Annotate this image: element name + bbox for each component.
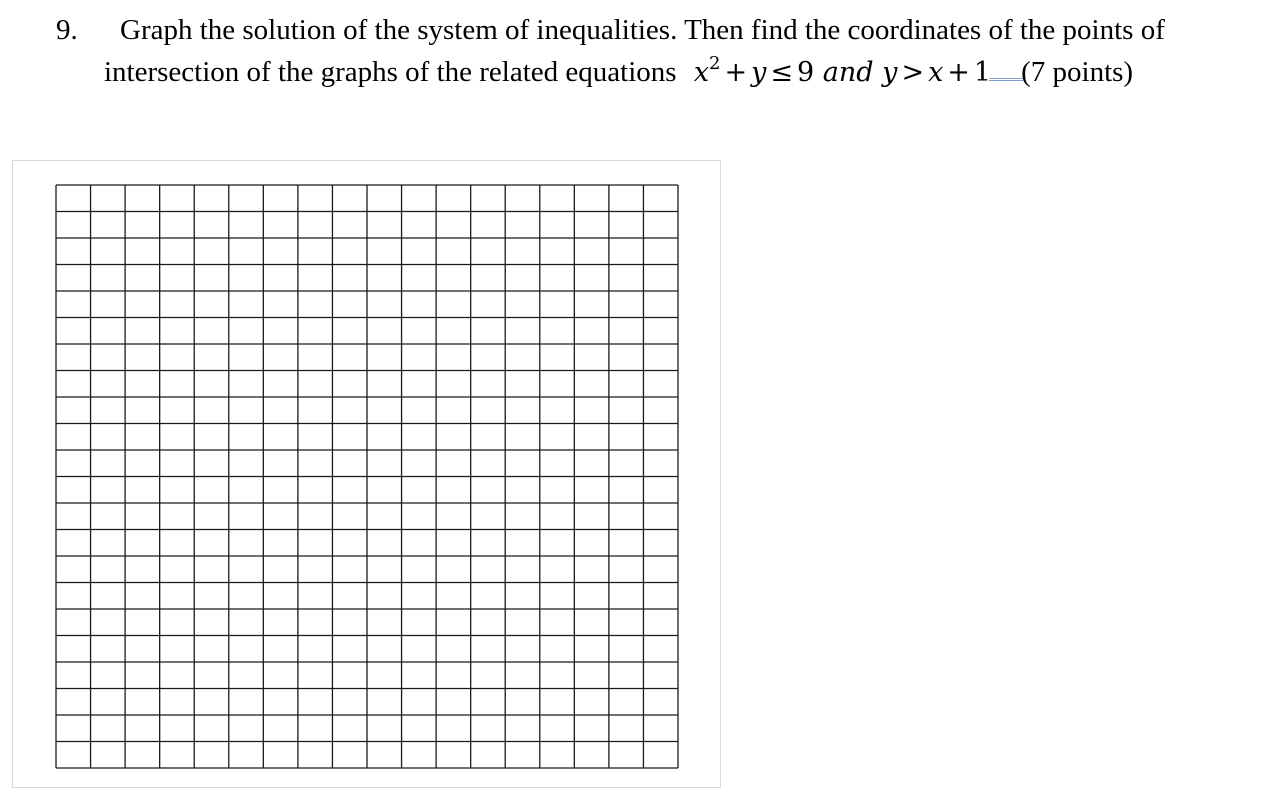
math-gt: > [901, 57, 925, 88]
math-exponent: 2 [709, 53, 721, 74]
math-plus-1: + [724, 57, 748, 88]
math-plus-2: + [947, 57, 970, 88]
math-y-1: y [751, 57, 767, 88]
math-x: x [693, 57, 710, 88]
question-number: 9. [56, 14, 78, 46]
math-one: 1 [973, 57, 992, 88]
math-y-2: y [882, 57, 898, 88]
question-text-line1: Graph the solution of the system of inequalities. Then find the coordinates of the points of [120, 14, 1165, 46]
points-label: (7 points) [1021, 56, 1134, 88]
math-leq: ≤ [770, 57, 794, 88]
math-and: and [822, 57, 874, 88]
question-text-line2-words: intersection of the graphs of the related equations [104, 56, 677, 88]
math-nine: 9 [797, 57, 815, 88]
math-x-2: x [928, 57, 944, 88]
